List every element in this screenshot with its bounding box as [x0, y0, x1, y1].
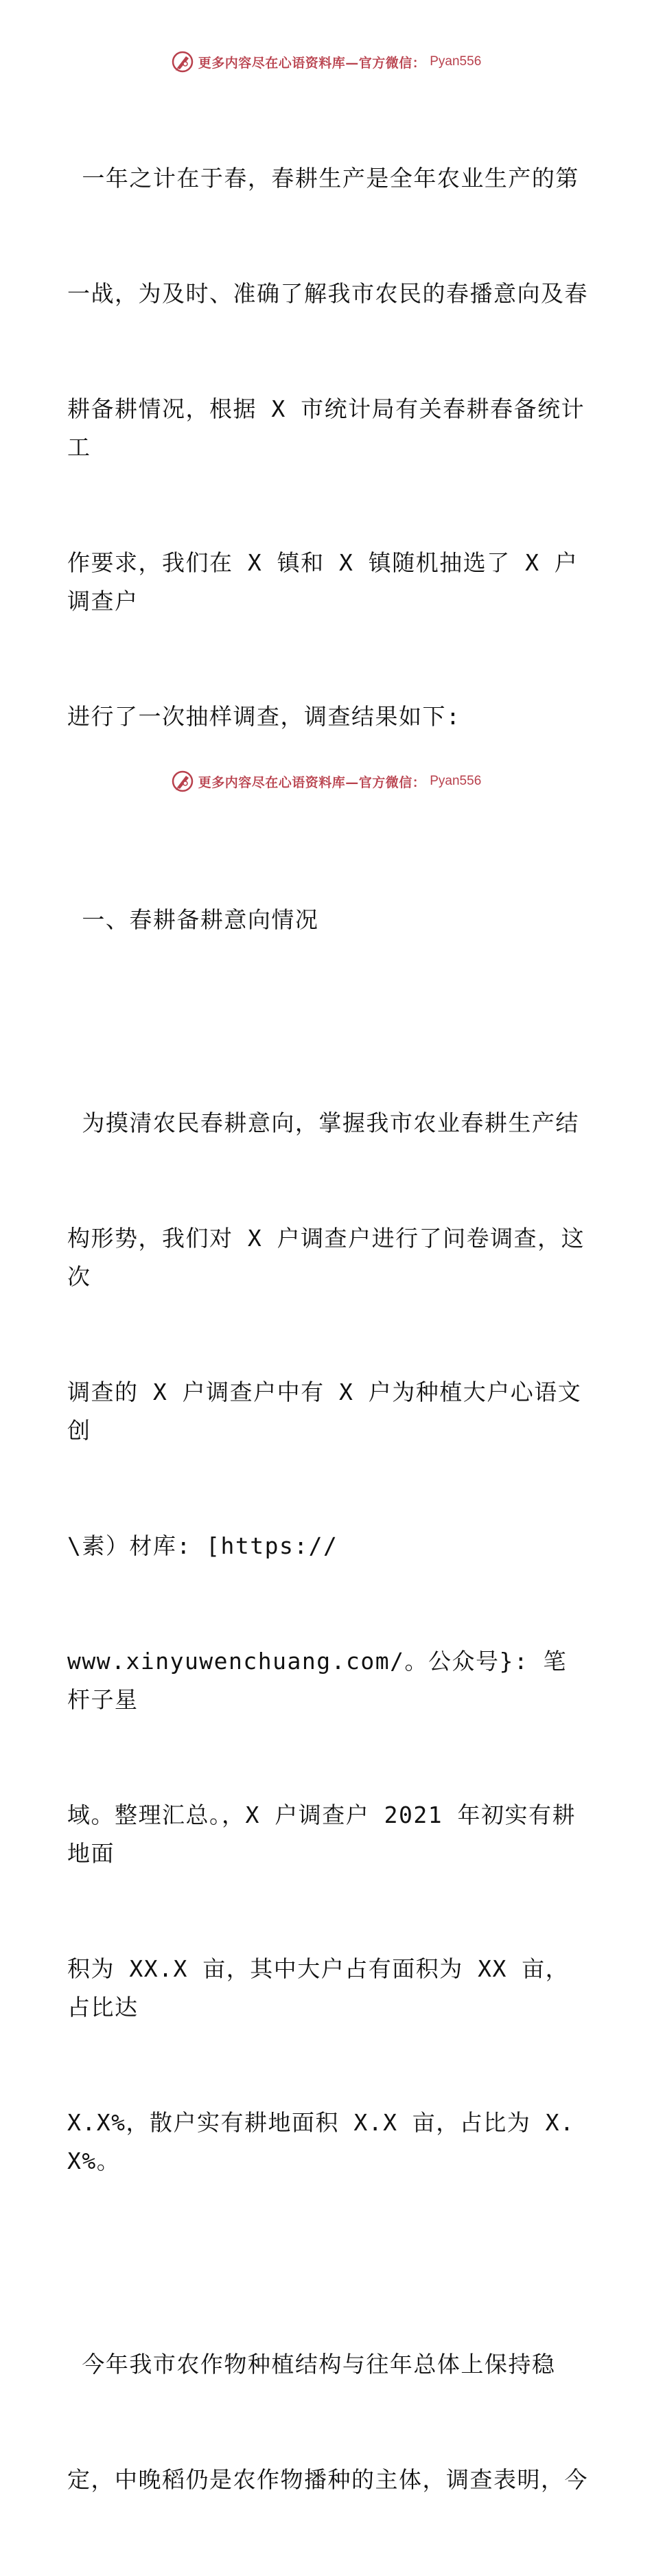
paragraph-intro: [67, 82, 589, 813]
text-line: X.X%，散户实有耕地面积 X.X 亩，占比为 X.X%。: [67, 2109, 575, 2174]
watermark-text: 更多内容尽在心语资料库—官方微信：: [198, 774, 426, 790]
text-line: 调查的 X 户调查户中有 X 户为种植大户心语文创: [67, 1379, 582, 1444]
quill-pen-logo-icon: [171, 50, 194, 73]
watermark-footer: [0, 768, 652, 795]
document-body: [67, 82, 589, 2576]
text-line: 构形势，我们对 X 户调查户进行了问卷调查，这次: [67, 1225, 585, 1290]
text-line: 一年之计在于春，春耕生产是全年农业生产的第: [67, 165, 579, 192]
watermark-header: [0, 48, 652, 76]
section-heading: [67, 824, 589, 1016]
text-line: 积为 XX.X 亩，其中大户占有面积为 XX 亩，占比达: [67, 1955, 570, 2021]
text-line: 为摸清农民春耕意向，掌握我市农业春耕生产结: [67, 1109, 579, 1136]
text-line: 作要求，我们在 X 镇和 X 镇随机抽选了 X 户调查户: [67, 549, 579, 614]
text-line: www.xinyuwenchuang.com/。公众号}: 笔杆子星: [67, 1648, 568, 1713]
quill-pen-logo-icon: [171, 770, 194, 793]
text-line: \素）材库: [https://: [67, 1532, 338, 1559]
text-line: 今年我市农作物种植结构与往年总体上保持稳: [67, 2351, 556, 2378]
text-line: 定，中晚稻仍是农作物播种的主体，调查表明，今: [67, 2466, 588, 2493]
text-line: 一战，为及时、准确了解我市农民的春播意向及春: [67, 280, 588, 307]
text-line: 进行了一次抽样调查，调查结果如下:: [67, 703, 461, 730]
heading-line: 一、春耕备耕意向情况: [67, 906, 319, 933]
text-line: 耕备耕情况，根据 X 市统计局有关春耕春备统计工: [67, 395, 585, 461]
paragraph-survey: [67, 1027, 589, 2257]
watermark-text: 更多内容尽在心语资料库—官方微信：: [198, 55, 426, 71]
watermark-account: Pyan556: [430, 774, 482, 788]
paragraph-structure: [67, 2268, 589, 2576]
text-line: 域。整理汇总。，X 户调查户 2021 年初实有耕地面: [67, 1802, 576, 1867]
watermark-account: Pyan556: [430, 54, 482, 69]
